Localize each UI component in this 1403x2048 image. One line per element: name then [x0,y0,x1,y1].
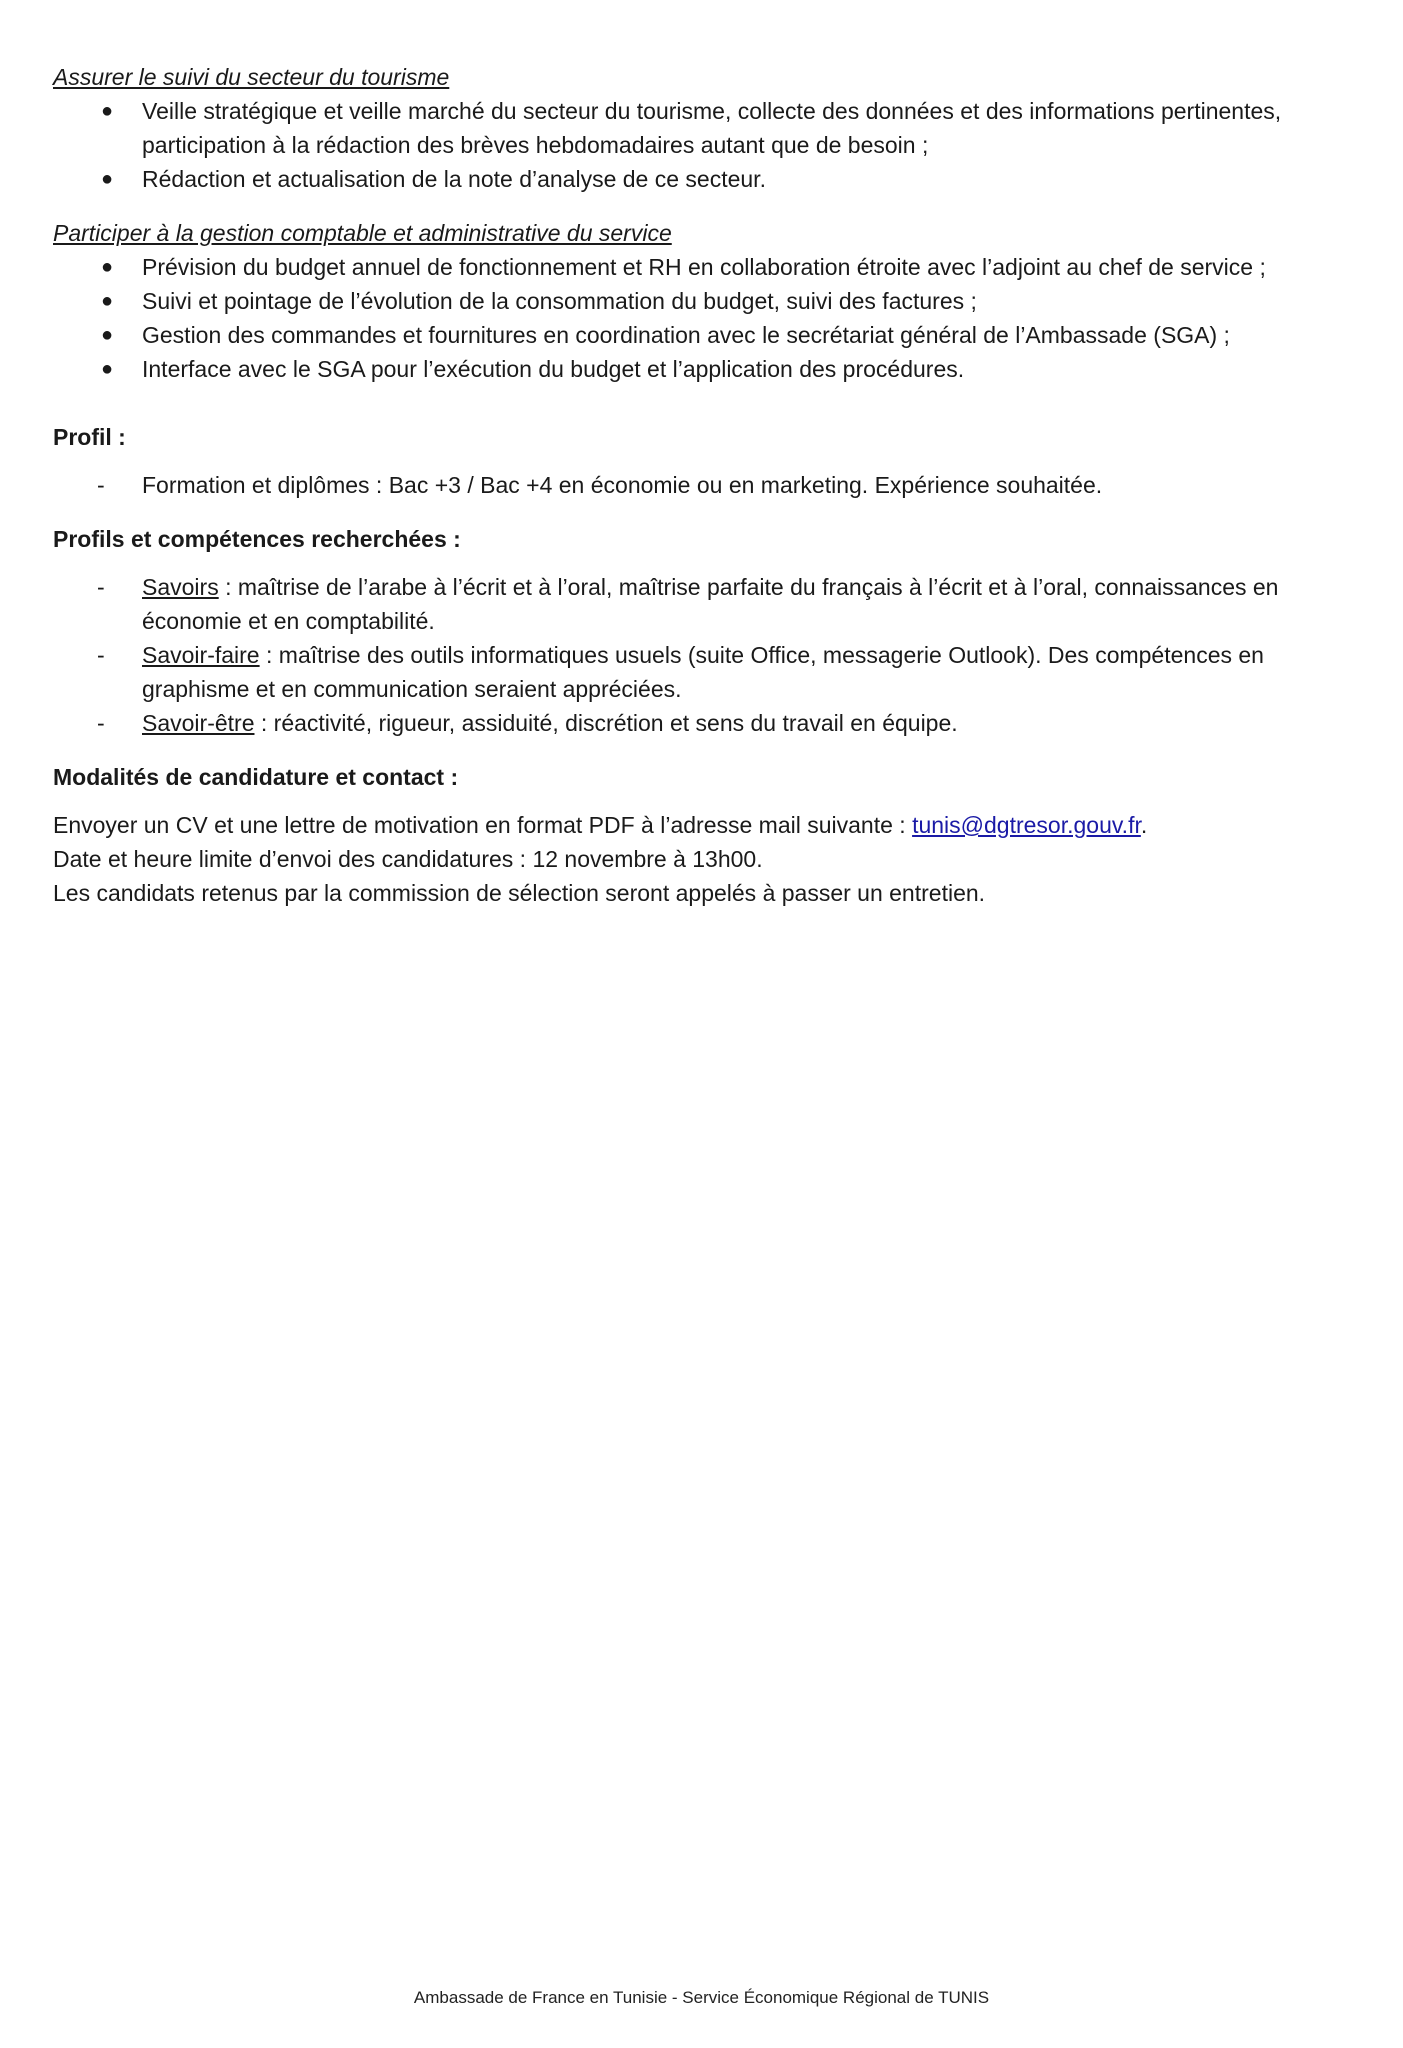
bullet-icon: ● [101,256,114,278]
candidature-line-1: Envoyer un CV et une lettre de motivation en format PDF à l’adresse mail suivante : tunis@dgtresor.gouv.fr. [53,812,1148,838]
list-item: ● Prévision du budget annuel de fonctionnement et RH en collaboration étroite avec l’adjoint au chef de service ; [53,250,1353,284]
bullet-icon: ● [101,290,114,312]
list-item: ● Rédaction et actualisation de la note d’analyse de ce secteur. [53,162,1353,196]
list-item: ● Veille stratégique et veille marché du secteur du tourisme, collecte des données et des informations pertinentes, participation à la rédaction des brèves hebdomadaires autant que de besoin ; [53,94,1353,162]
bullet-icon: ● [101,168,114,190]
candidature-line-2: Date et heure limite d’envoi des candidatures : 12 novembre à 13h00. [53,846,763,872]
list-item: - Formation et diplômes : Bac +3 / Bac +4 en économie ou en marketing. Expérience souhaitée. [53,468,1353,502]
list-item: - Savoir-être : réactivité, rigueur, assiduité, discrétion et sens du travail en équipe. [53,706,1353,740]
list-item: - Savoirs : maîtrise de l’arabe à l’écrit et à l’oral, maîtrise parfaite du français à l’écrit et à l’oral, connaissances en économie et en comptabilité. [53,570,1353,638]
tourism-list [53,94,1353,196]
savoir-faire-label: Savoir-faire [142,642,260,668]
dash-icon: - [97,574,105,600]
profil-heading: Profil : [53,424,126,450]
competences-heading: Profils et compétences recherchées : [53,526,461,552]
email-link[interactable]: tunis@dgtresor.gouv.fr [912,812,1141,838]
page-footer: Ambassade de France en Tunisie - Service Économique Régional de TUNIS [413,1988,990,2007]
list-item: - Savoir-faire : maîtrise des outils informatiques usuels (suite Office, messagerie Outlook). Des compétences en graphisme et en communication seraient appréciées. [53,638,1353,706]
candidature-heading: Modalités de candidature et contact : [53,764,459,790]
list-item: ● Gestion des commandes et fournitures en coordination avec le secrétariat général de l’Ambassade (SGA) ; [53,318,1353,352]
bullet-icon: ● [101,358,114,380]
dash-icon: - [97,642,105,668]
list-item: ● Interface avec le SGA pour l’exécution du budget et l’application des procédures. [53,352,1353,386]
dash-icon: - [97,472,105,498]
profil-list [53,468,1353,502]
candidature-line-3: Les candidats retenus par la commission de sélection seront appelés à passer un entretien. [53,880,986,906]
bullet-icon: ● [101,100,114,122]
savoir-etre-label: Savoir-être [142,710,255,736]
management-list [53,250,1353,386]
list-item: ● Suivi et pointage de l’évolution de la consommation du budget, suivi des factures ; [53,284,1353,318]
competences-list [53,570,1353,740]
management-section-title: Participer à la gestion comptable et administrative du service [53,220,672,246]
savoirs-label: Savoirs [142,574,219,600]
bullet-icon: ● [101,324,114,346]
document-page [53,60,1353,910]
tourism-section-title: Assurer le suivi du secteur du tourisme [53,64,450,90]
dash-icon: - [97,710,105,736]
